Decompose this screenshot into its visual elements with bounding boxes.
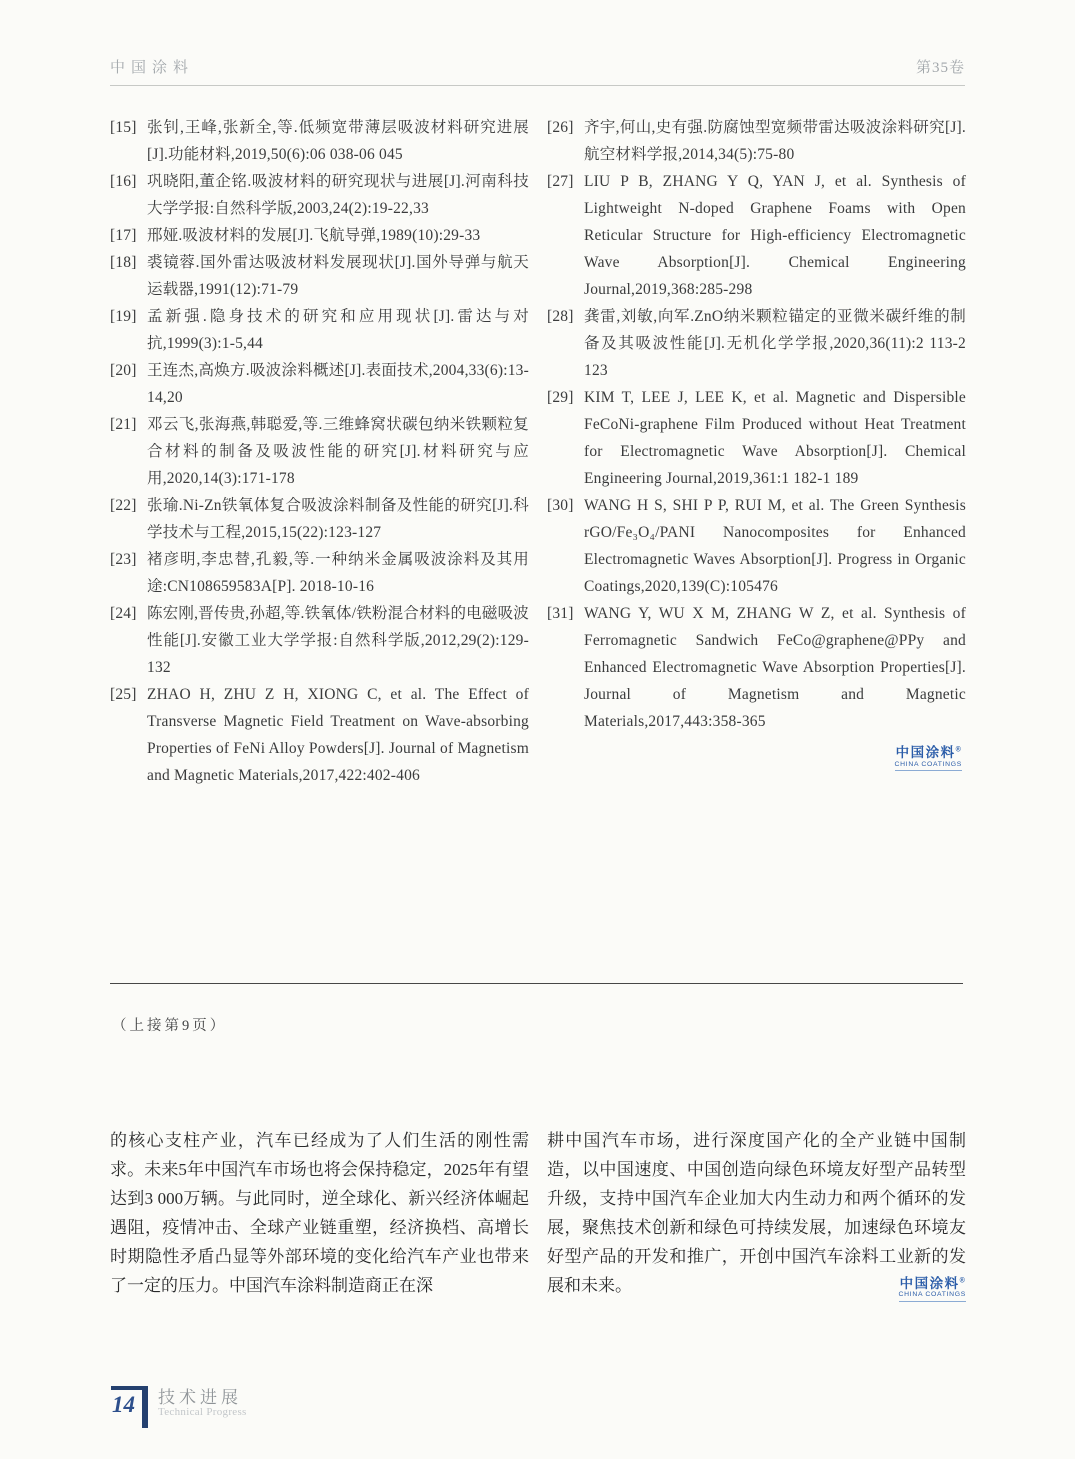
reference-item <box>110 249 529 303</box>
reference-item <box>110 303 529 357</box>
reference-text: KIM T, LEE J, LEE K, et al. Magnetic and Dispersible FeCoNi-graphene Film Produced without Heat Treatment for Electromagnetic Wave Absorption[J]. Chemical Engineering Journal,2019,361:1 182-1 189 <box>584 389 966 487</box>
reference-item <box>110 357 529 411</box>
reference-item <box>110 411 529 492</box>
reference-item <box>110 600 529 681</box>
reference-text: 齐宇,何山,史有强.防腐蚀型宽频带雷达吸波涂料研究[J].航空材料学报,2014,34(5):75-80 <box>584 119 966 163</box>
reference-item <box>547 168 966 303</box>
logo-zh-text: 中国涂料 <box>899 1275 960 1291</box>
references-section <box>110 114 966 789</box>
reference-number: [23] <box>110 551 137 568</box>
references-column-left <box>110 114 529 789</box>
reference-text: 邢娅.吸波材料的发展[J].飞航导弹,1989(10):29-33 <box>147 227 481 244</box>
logo-text-zh <box>895 745 962 761</box>
logo-text-en: CHINA COATINGS <box>895 761 962 772</box>
volume-label: 第35卷 <box>915 60 965 76</box>
reference-item <box>547 303 966 384</box>
reference-item <box>110 546 529 600</box>
footer-accent-bar-right <box>142 1386 148 1428</box>
reference-number: [25] <box>110 686 137 703</box>
reference-number: [24] <box>110 605 137 622</box>
logo-text-zh <box>899 1276 966 1292</box>
references-logo-wrap <box>547 745 966 771</box>
reference-text: 邓云飞,张海燕,韩聪爱,等.三维蜂窝状碳包纳米铁颗粒复合材料的制备及吸波性能的研究[J].材料研究与应用,2020,14(3):171-178 <box>147 416 529 487</box>
reference-item <box>110 114 529 168</box>
reference-number: [19] <box>110 308 137 325</box>
footer-section-title: 技术进展 <box>158 1388 242 1407</box>
reference-text: WANG Y, WU X M, ZHANG W Z, et al. Synthesis of Ferromagnetic Sandwich FeCo@graphene@PPy and Enhanced Electromagnetic Wave Absorption Properties[J]. Journal of Magnetism and Magnetic Materials,2017,443:358-365 <box>584 605 966 730</box>
reference-item <box>547 384 966 492</box>
reference-number: [20] <box>110 362 137 379</box>
reference-text: 巩晓阳,董企铭.吸波材料的研究现状与进展[J].河南科技大学学报:自然科学版,2003,24(2):19-22,33 <box>147 173 529 217</box>
article-body <box>110 1126 966 1300</box>
reference-item <box>110 681 529 789</box>
page-number: 14 <box>112 1392 135 1417</box>
logo-zh-text: 中国涂料 <box>895 745 956 760</box>
reference-item <box>547 492 966 600</box>
page-header <box>110 56 965 77</box>
reference-text: 陈宏刚,晋传贵,孙超,等.铁氧体/铁粉混合材料的电磁吸波性能[J].安徽工业大学学报:自然科学版,2012,29(2):129-132 <box>147 605 529 676</box>
body-text-right: 耕中国汽车市场，进行深度国产化的全产业链中国制造，以中国速度、中国创造向绿色环境友好型产品转型升级，支持中国汽车企业加大内生动力和两个循环的发展，聚焦技术创新和绿色可持续发展，加速绿色环境友好型产品的开发和推广，开创中国汽车涂料工业新的发展和未来。 <box>547 1131 966 1295</box>
references-column-right <box>547 114 966 789</box>
china-coatings-logo <box>899 1276 966 1302</box>
section-divider <box>110 983 963 984</box>
reference-item <box>110 168 529 222</box>
reference-text: 张钊,王峰,张新全,等.低频宽带薄层吸波材料研究进展[J].功能材料,2019,50(6):06 038-06 045 <box>147 119 529 163</box>
footer-section-subtitle: Technical Progress <box>158 1406 247 1418</box>
china-coatings-logo <box>895 745 962 771</box>
reference-text: ZHAO H, ZHU Z H, XIONG C, et al. The Effect of Transverse Magnetic Field Treatment on Wave-absorbing Properties of FeNi Alloy Powders[J]. Journal of Magnetism and Magnetic Materials,2017,422:402-406 <box>147 686 529 784</box>
logo-text-en: CHINA COATINGS <box>899 1291 966 1302</box>
journal-title: 中国涂料 <box>110 60 195 76</box>
reference-number: [21] <box>110 416 137 433</box>
reference-text: 王连杰,高焕方.吸波涂料概述[J].表面技术,2004,33(6):13-14,20 <box>147 362 529 406</box>
body-text-left: 的核心支柱产业，汽车已经成为了人们生活的刚性需求。未来5年中国汽车市场也将会保持稳定，2025年有望达到3 000万辆。与此同时，逆全球化、新兴经济体崛起遇阻，疫情冲击、全球产业链重塑，经济换档、高增长时期隐性矛盾凸显等外部环境的变化给汽车产业也带来了一定的压力。中国汽车涂料制造商正在深 <box>110 1131 529 1295</box>
reference-number: [22] <box>110 497 137 514</box>
reference-item <box>110 492 529 546</box>
reference-number: [29] <box>547 389 574 406</box>
reference-number: [15] <box>110 119 137 136</box>
reference-number: [18] <box>110 254 137 271</box>
reference-number: [31] <box>547 605 574 622</box>
reference-item <box>110 222 529 249</box>
reference-text: LIU P B, ZHANG Y Q, YAN J, et al. Synthesis of Lightweight N-doped Graphene Foams with Open Reticular Structure for High-efficiency Electromagnetic Wave Absorption[J]. Chemical Engineering Journal,2019,368:285-298 <box>584 173 966 298</box>
reference-item <box>547 114 966 168</box>
reference-number: [26] <box>547 119 574 136</box>
reference-text: WANG H S, SHI P P, RUI M, et al. The Green Synthesis rGO/Fe₃O₄/PANI Nanocomposites for Enhanced Electromagnetic Waves Absorption[J]. Progress in Organic Coatings,2020,139(C):105476 <box>584 497 966 595</box>
reference-text: 孟新强.隐身技术的研究和应用现状[J].雷达与对抗,1999(3):1-5,44 <box>147 308 529 352</box>
reference-text: 龚雷,刘敏,向军.ZnO纳米颗粒锚定的亚微米碳纤维的制备及其吸波性能[J].无机化学学报,2020,36(11):2 113-2 123 <box>584 308 966 379</box>
registered-mark: ® <box>959 1277 965 1285</box>
reference-number: [16] <box>110 173 137 190</box>
reference-number: [27] <box>547 173 574 190</box>
continuation-note: （上接第9页） <box>112 1018 228 1034</box>
reference-item <box>547 600 966 735</box>
reference-number: [28] <box>547 308 574 325</box>
reference-text: 裘镜蓉.国外雷达吸波材料发展现状[J].国外导弹与航天运载器,1991(12):71-79 <box>147 254 529 298</box>
reference-text: 褚彦明,李忠替,孔毅,等.一种纳米金属吸波涂料及其用途:CN108659583A[P]. 2018-10-16 <box>147 551 529 595</box>
reference-number: [17] <box>110 227 137 244</box>
registered-mark: ® <box>955 746 961 754</box>
reference-text: 张瑜.Ni-Zn铁氧体复合吸波涂料制备及性能的研究[J].科学技术与工程,2015,15(22):123-127 <box>147 497 529 541</box>
body-column-right <box>547 1126 966 1300</box>
reference-number: [30] <box>547 497 574 514</box>
header-divider <box>110 85 965 86</box>
